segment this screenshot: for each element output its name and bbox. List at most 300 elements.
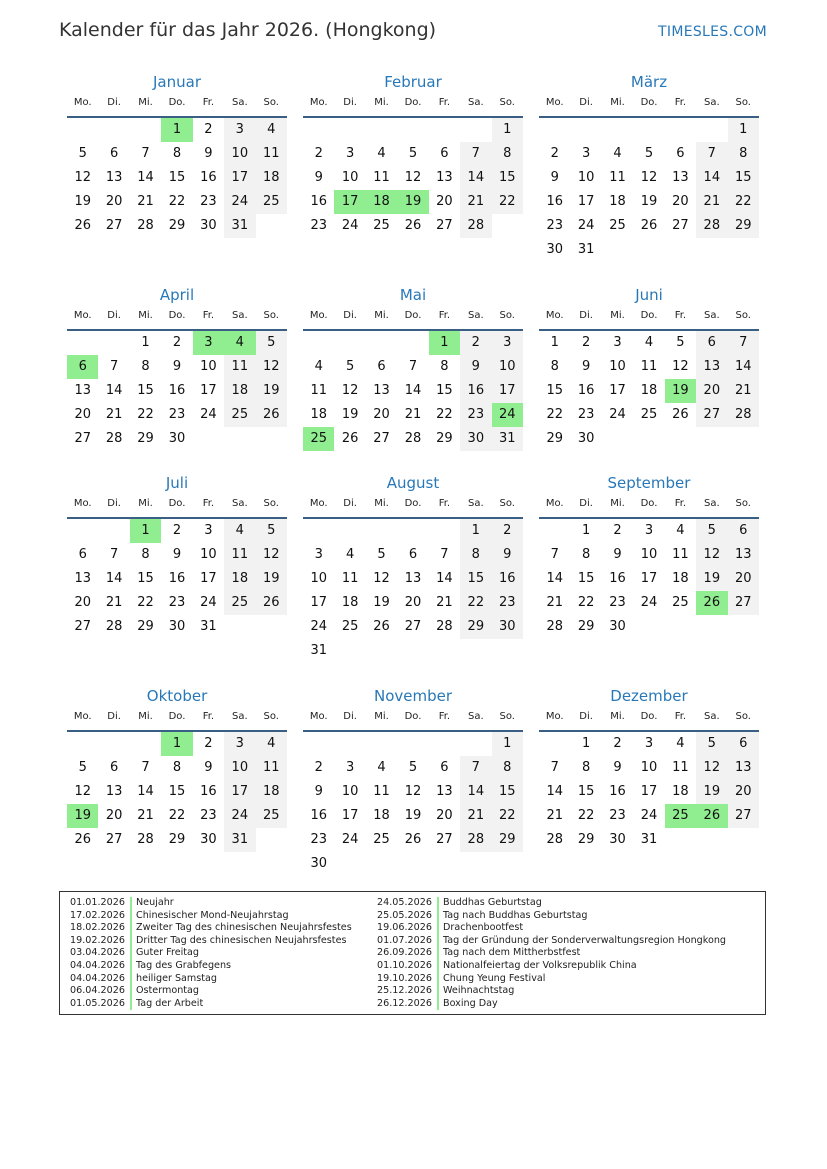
weekday-label: Mo. [309,310,328,321]
day-cell: 2 [314,760,323,775]
empty-cell [397,118,428,142]
day-cell: 10 [224,142,255,166]
empty-cell [366,732,397,756]
weekday-label: Mo. [309,97,328,108]
day-cell: 24 [224,190,255,214]
holiday-name: Boxing Day [443,997,498,1009]
weekday-label: So. [735,498,751,509]
weekday-label: Do. [640,711,658,722]
day-cell: 30 [168,431,186,446]
legend-row [377,960,726,973]
weekday-label: So. [263,711,279,722]
day-cell: 29 [577,619,595,634]
day-cell: 29 [168,832,186,847]
day-cell: 7 [109,359,119,374]
day-cell: 13 [74,571,91,586]
holiday-date: 19.10.2026 [377,973,439,986]
day-cell: 26 [256,403,287,427]
day-cell: 27 [404,619,422,634]
day-cell: 12 [696,543,727,567]
day-cell: 28 [436,619,453,634]
day-cell: 4 [345,547,355,562]
day-cell: 27 [74,619,91,634]
day-cell: 3 [224,732,255,756]
day-cell: 23 [546,218,563,233]
weekday-label: Do. [168,711,186,722]
day-cell: 4 [676,736,685,751]
day-cell: 16 [310,808,327,823]
day-cell: 1 [492,118,523,142]
day-cell: 29 [137,431,154,446]
day-cell: 31 [492,427,523,451]
weekday-header [67,93,287,118]
day-cell: 17 [200,383,217,398]
weekday-label: Mi. [374,711,389,722]
legend-row [377,973,726,986]
weekday-header [539,306,759,331]
day-grid [303,519,523,663]
day-cell: 16 [492,567,523,591]
day-cell: 15 [546,383,563,398]
empty-cell [696,118,727,142]
month-name: September [607,474,691,492]
holiday-cell: 26 [696,804,727,828]
weekday-label: Do. [640,498,658,509]
holiday-date: 03.04.2026 [70,947,132,960]
empty-cell [366,118,397,142]
day-cell: 21 [460,804,491,828]
weekday-label: Di. [107,97,121,108]
month-11 [303,685,523,876]
empty-cell [397,732,428,756]
empty-cell [429,732,460,756]
day-cell: 7 [141,760,150,775]
day-cell: 4 [377,760,386,775]
empty-cell [460,732,491,756]
day-cell: 8 [728,142,759,166]
weekday-label: Mi. [374,498,389,509]
day-cell: 19 [341,407,359,422]
day-cell: 3 [613,335,622,350]
day-cell: 28 [460,214,491,238]
day-cell: 31 [577,242,595,257]
day-cell: 31 [200,619,217,634]
day-cell: 19 [640,194,658,209]
day-cell: 28 [696,214,727,238]
day-cell: 11 [373,784,390,799]
day-cell: 2 [550,146,559,161]
holiday-name: Tag der Arbeit [136,997,204,1009]
weekday-label: Fr. [438,97,451,108]
empty-cell [397,519,428,543]
month-1 [67,71,287,238]
legend-row [70,998,352,1011]
day-cell: 1 [492,732,523,756]
legend-row [70,935,352,948]
page-title: Kalender für das Jahr 2026. (Hongkong) [59,19,437,41]
day-cell: 7 [460,756,491,780]
weekday-label: Mi. [138,97,153,108]
day-cell: 10 [341,784,359,799]
day-cell: 7 [460,142,491,166]
day-cell: 17 [341,808,359,823]
empty-cell [539,732,570,756]
holiday-cell: 24 [492,403,523,427]
legend-row [377,910,726,923]
day-grid [303,331,523,451]
holiday-name: Chung Yeung Festival [443,972,546,984]
day-cell: 7 [408,359,418,374]
day-cell: 7 [696,142,727,166]
day-cell: 13 [74,383,91,398]
day-cell: 27 [696,403,727,427]
day-cell: 2 [460,331,491,355]
day-grid [67,118,287,238]
day-grid [539,519,759,639]
day-cell: 21 [105,595,123,610]
day-cell: 16 [168,383,186,398]
day-cell: 22 [137,595,154,610]
weekday-label: Mo. [545,310,564,321]
day-cell: 24 [577,218,595,233]
holiday-date: 19.06.2026 [377,922,439,935]
day-cell: 17 [492,379,523,403]
day-cell: 18 [341,595,359,610]
day-cell: 14 [404,383,422,398]
day-cell: 11 [640,359,658,374]
day-cell: 18 [224,379,255,403]
holiday-date: 06.04.2026 [70,985,132,998]
weekday-label: Fr. [202,310,215,321]
day-cell: 27 [672,218,689,233]
day-cell: 28 [460,828,491,852]
day-cell: 25 [341,619,359,634]
weekday-label: Sa. [467,97,484,108]
day-cell: 20 [105,194,123,209]
day-cell: 1 [581,523,591,538]
day-cell: 9 [204,146,213,161]
day-cell: 14 [460,780,491,804]
day-cell: 24 [200,595,217,610]
day-cell: 20 [436,194,453,209]
empty-cell [303,519,334,543]
weekday-label: Mo. [545,97,564,108]
day-cell: 31 [310,643,327,658]
weekday-label: Sa. [703,498,720,509]
holiday-date: 26.12.2026 [377,998,439,1011]
day-cell: 30 [460,427,491,451]
day-cell: 10 [200,359,217,374]
month-name: Juli [165,474,189,492]
weekday-label: Sa. [231,97,248,108]
day-cell: 29 [460,615,491,639]
day-cell: 8 [172,146,182,161]
day-cell: 26 [640,218,658,233]
day-cell: 10 [640,547,658,562]
day-cell: 23 [310,832,327,847]
holiday-date: 24.05.2026 [377,897,439,910]
day-cell: 22 [137,407,154,422]
month-name: Dezember [610,687,688,705]
day-cell: 30 [546,242,563,257]
day-cell: 9 [172,547,182,562]
weekday-label: Di. [107,711,121,722]
day-cell: 8 [141,547,150,562]
day-cell: 2 [314,146,323,161]
day-cell: 9 [460,355,491,379]
day-grid [303,118,523,238]
weekday-label: Sa. [467,498,484,509]
day-cell: 10 [492,355,523,379]
day-cell: 3 [314,547,323,562]
day-cell: 26 [404,218,422,233]
day-cell: 12 [696,756,727,780]
weekday-header [539,494,759,519]
weekday-label: Fr. [438,310,451,321]
empty-cell [67,519,98,543]
holiday-name: Neujahr [136,897,174,908]
holiday-name: Guter Freitag [136,947,200,959]
month-4 [67,284,287,451]
day-cell: 14 [546,571,563,586]
day-cell: 28 [137,218,154,233]
day-cell: 22 [546,407,563,422]
day-cell: 7 [550,760,559,775]
weekday-label: So. [499,97,515,108]
day-cell: 13 [728,756,759,780]
day-cell: 6 [676,146,685,161]
weekday-label: Fr. [438,498,451,509]
weekday-header [303,93,523,118]
day-cell: 2 [581,335,591,350]
day-cell: 21 [436,595,453,610]
weekday-label: Mi. [610,97,625,108]
day-cell: 26 [256,591,287,615]
month-name: April [159,286,195,304]
day-cell: 27 [74,431,91,446]
day-cell: 19 [256,567,287,591]
day-cell: 18 [256,780,287,804]
day-cell: 27 [373,431,390,446]
day-cell: 17 [310,595,327,610]
holiday-name: Tag des Grabfegens [136,959,232,971]
day-cell: 16 [609,571,626,586]
weekday-header [303,707,523,732]
day-cell: 24 [310,619,327,634]
day-cell: 9 [613,547,622,562]
day-cell: 31 [640,832,658,847]
day-cell: 5 [408,146,418,161]
day-cell: 18 [672,784,689,799]
day-cell: 10 [200,547,217,562]
day-cell: 20 [728,780,759,804]
weekday-label: Do. [640,310,658,321]
day-cell: 3 [204,523,213,538]
day-cell: 21 [546,595,563,610]
day-cell: 16 [200,170,217,185]
day-cell: 13 [672,170,689,185]
day-cell: 12 [404,170,422,185]
day-cell: 4 [644,335,654,350]
day-cell: 8 [440,359,449,374]
day-cell: 18 [224,567,255,591]
day-cell: 20 [105,808,123,823]
month-name: Januar [153,73,201,91]
day-cell: 19 [373,595,390,610]
weekday-label: Di. [107,310,121,321]
day-cell: 8 [172,760,182,775]
weekday-label: Di. [579,498,593,509]
day-cell: 7 [109,547,119,562]
day-cell: 20 [672,194,689,209]
day-cell: 25 [609,218,626,233]
day-cell: 25 [640,407,658,422]
day-grid [539,118,759,262]
holiday-name: Tag der Gründung der Sonderverwaltungsregion Hongkong [443,934,726,946]
empty-cell [397,331,428,355]
day-cell: 28 [404,431,422,446]
holiday-date: 17.02.2026 [70,910,132,923]
day-cell: 18 [310,407,327,422]
day-cell: 5 [644,146,654,161]
weekday-label: So. [499,711,515,722]
holiday-cell: 3 [193,331,224,355]
weekday-label: Fr. [438,711,451,722]
empty-cell [334,732,365,756]
day-cell: 5 [696,732,727,756]
day-cell: 25 [224,591,255,615]
day-cell: 16 [577,383,595,398]
weekday-label: Fr. [674,97,687,108]
day-cell: 15 [492,780,523,804]
holiday-name: Tag nach Buddhas Geburtstag [443,909,588,921]
day-cell: 28 [728,403,759,427]
day-cell: 10 [341,170,359,185]
day-cell: 1 [728,118,759,142]
day-cell: 30 [492,615,523,639]
day-cell: 27 [436,218,453,233]
day-cell: 21 [696,190,727,214]
holiday-cell: 26 [696,591,727,615]
weekday-label: Di. [343,310,357,321]
weekday-label: Do. [168,97,186,108]
holiday-date: 01.10.2026 [377,960,439,973]
day-cell: 3 [581,146,591,161]
day-cell: 27 [728,591,759,615]
holiday-name: Dritter Tag des chinesischen Neujahrsfestes [136,934,347,946]
holiday-cell: 4 [224,331,255,355]
day-cell: 23 [200,194,217,209]
day-cell: 15 [492,166,523,190]
day-cell: 19 [696,567,727,591]
day-cell: 25 [373,832,390,847]
day-cell: 20 [436,808,453,823]
day-cell: 2 [613,736,622,751]
day-cell: 5 [345,359,355,374]
month-2 [303,71,523,238]
weekday-label: Sa. [467,711,484,722]
weekday-label: Mo. [73,711,92,722]
weekday-label: Di. [343,97,357,108]
day-grid [303,732,523,876]
day-cell: 3 [224,118,255,142]
day-grid [67,732,287,852]
weekday-label: Mo. [73,498,92,509]
day-cell: 3 [345,146,355,161]
day-cell: 9 [492,543,523,567]
empty-cell [602,118,633,142]
day-cell: 4 [613,146,622,161]
legend-column-left [70,897,352,1010]
day-cell: 9 [172,359,182,374]
weekday-label: Fr. [202,711,215,722]
empty-cell [665,118,696,142]
day-cell: 9 [613,760,622,775]
day-cell: 17 [609,383,626,398]
holiday-name: Zweiter Tag des chinesischen Neujahrsfestes [136,922,352,934]
day-cell: 29 [492,828,523,852]
day-cell: 30 [200,832,217,847]
day-cell: 29 [577,832,595,847]
weekday-label: Fr. [202,97,215,108]
day-cell: 6 [440,146,449,161]
day-cell: 26 [373,619,390,634]
month-name: Oktober [146,687,208,705]
day-cell: 20 [404,595,422,610]
day-cell: 7 [728,331,759,355]
day-cell: 1 [550,335,559,350]
month-name: Juni [635,286,663,304]
day-cell: 23 [168,407,186,422]
day-cell: 24 [640,595,658,610]
weekday-label: Mo. [545,498,564,509]
day-cell: 8 [492,756,523,780]
day-cell: 28 [546,832,563,847]
day-cell: 2 [492,519,523,543]
weekday-label: Do. [640,97,658,108]
legend-row [377,985,726,998]
day-cell: 29 [436,431,453,446]
day-cell: 24 [609,407,626,422]
day-cell: 16 [609,784,626,799]
empty-cell [98,331,129,355]
weekday-label: Mi. [374,97,389,108]
weekday-label: Di. [343,711,357,722]
day-cell: 16 [310,194,327,209]
site-link[interactable]: TIMESLES.COM [658,24,767,40]
day-cell: 15 [137,571,154,586]
holiday-cell: 25 [665,804,696,828]
legend-row [70,973,352,986]
weekday-header [539,707,759,732]
day-cell: 11 [609,170,626,185]
holiday-date: 26.09.2026 [377,947,439,960]
day-cell: 11 [256,142,287,166]
day-cell: 24 [341,218,359,233]
weekday-label: Do. [404,310,422,321]
day-cell: 20 [696,379,727,403]
day-cell: 28 [105,619,123,634]
holiday-date: 01.01.2026 [70,897,132,910]
holiday-legend [59,891,766,1015]
day-cell: 13 [404,571,422,586]
holiday-cell: 25 [303,427,334,451]
weekday-header [539,93,759,118]
day-cell: 10 [640,760,658,775]
day-cell: 24 [224,804,255,828]
day-cell: 22 [460,591,491,615]
day-cell: 12 [373,571,390,586]
